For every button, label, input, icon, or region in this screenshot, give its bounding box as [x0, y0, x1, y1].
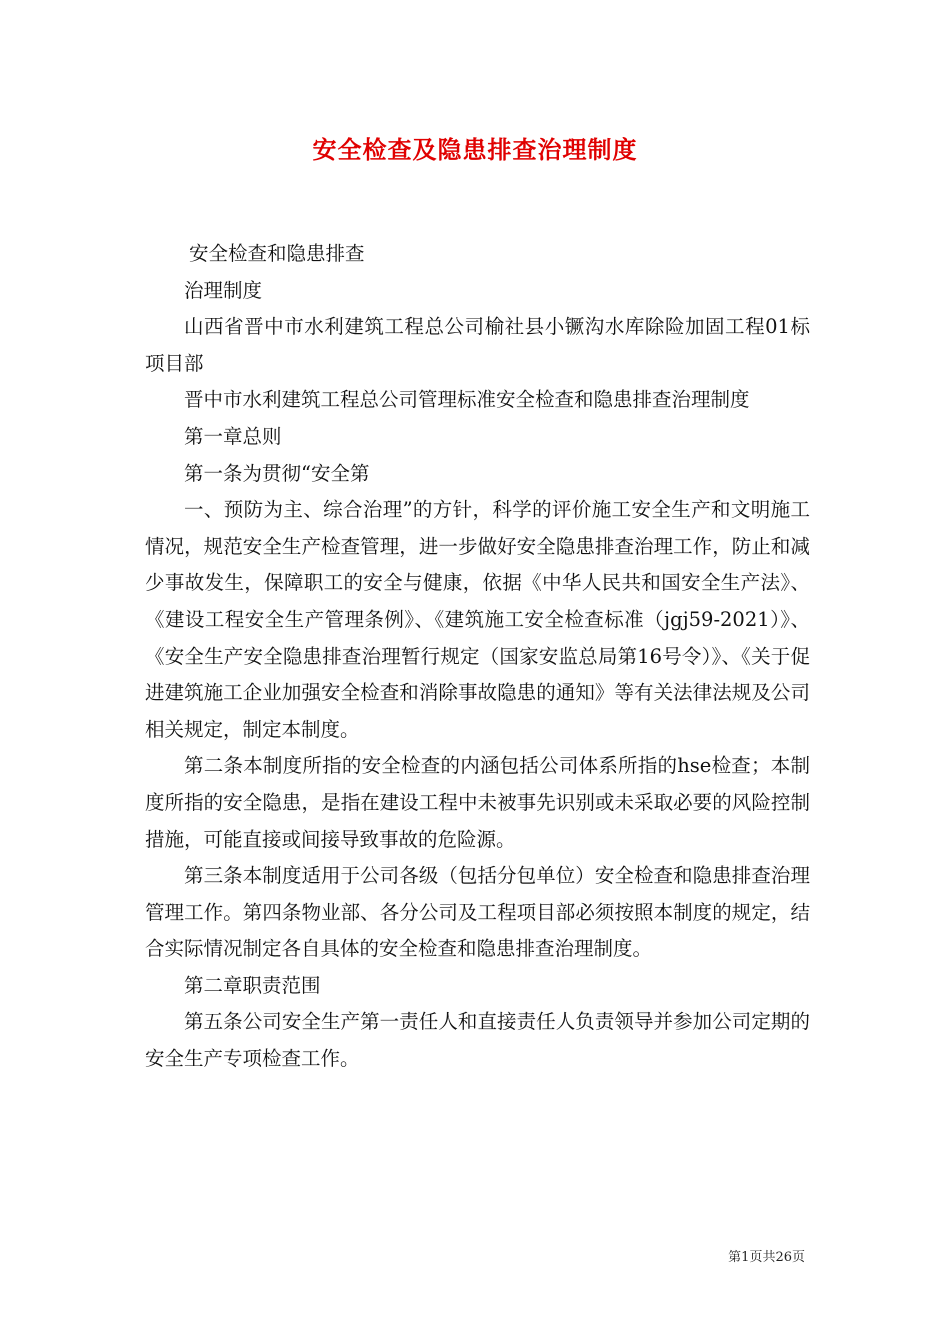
page-number: 第1页共26页	[728, 1250, 805, 1265]
article-5: 第五条公司安全生产第一责任人和直接责任人负责领导并参加公司定期的安全生产专项检查工作。	[145, 1010, 810, 1071]
document-title: 安全检查及隐患排查治理制度	[312, 135, 638, 164]
document-body	[145, 236, 810, 1078]
article-2: 第二条本制度所指的安全检查的内涵包括公司体系所指的hse检查；本制度所指的安全隐患，是指在建设工程中未被事先识别或未采取必要的风险控制措施，可能直接或间接导致事故的危险源。	[145, 754, 810, 851]
chapter-2-heading: 第二章职责范围	[184, 973, 321, 997]
article-1-body: 一、预防为主、综合治理”的方针，科学的评价施工安全生产和文明施工情况，规范安全生产检查管理，进一步做好安全隐患排查治理工作，防止和减少事故发生，保障职工的安全与健康，依据《中华人民共和国安全生产法》、《建设工程安全生产管理条例》、《建筑施工安全检查标准（jgj59-2021）》、《安全生产安全隐患排查治理暂行规定（国家安监总局第16号令）》、《关于促进建筑施工企业加强安全检查和消除事故隐患的通知》等有关法律法规及公司相关规定，制定本制度。	[145, 498, 810, 741]
article-3-4: 第三条本制度适用于公司各级（包括分包单位）安全检查和隐患排查治理管理工作。第四条物业部、各分公司及工程项目部必须按照本制度的规定，结合实际情况制定各自具体的安全检查和隐患排查治理制度。	[145, 864, 810, 961]
paragraph-heading-line-2: 治理制度	[184, 278, 263, 302]
paragraph-standard-name: 晋中市水利建筑工程总公司管理标准安全检查和隐患排查治理制度	[184, 388, 750, 412]
paragraph-heading-line-1: 安全检查和隐患排查	[189, 242, 365, 265]
paragraph-project-department: 山西省晋中市水利建筑工程总公司榆社县小镢沟水库除险加固工程01标项目部	[145, 315, 810, 375]
article-1-start: 第一条为贯彻“安全第	[184, 461, 370, 485]
chapter-1-heading: 第一章总则	[184, 424, 282, 448]
